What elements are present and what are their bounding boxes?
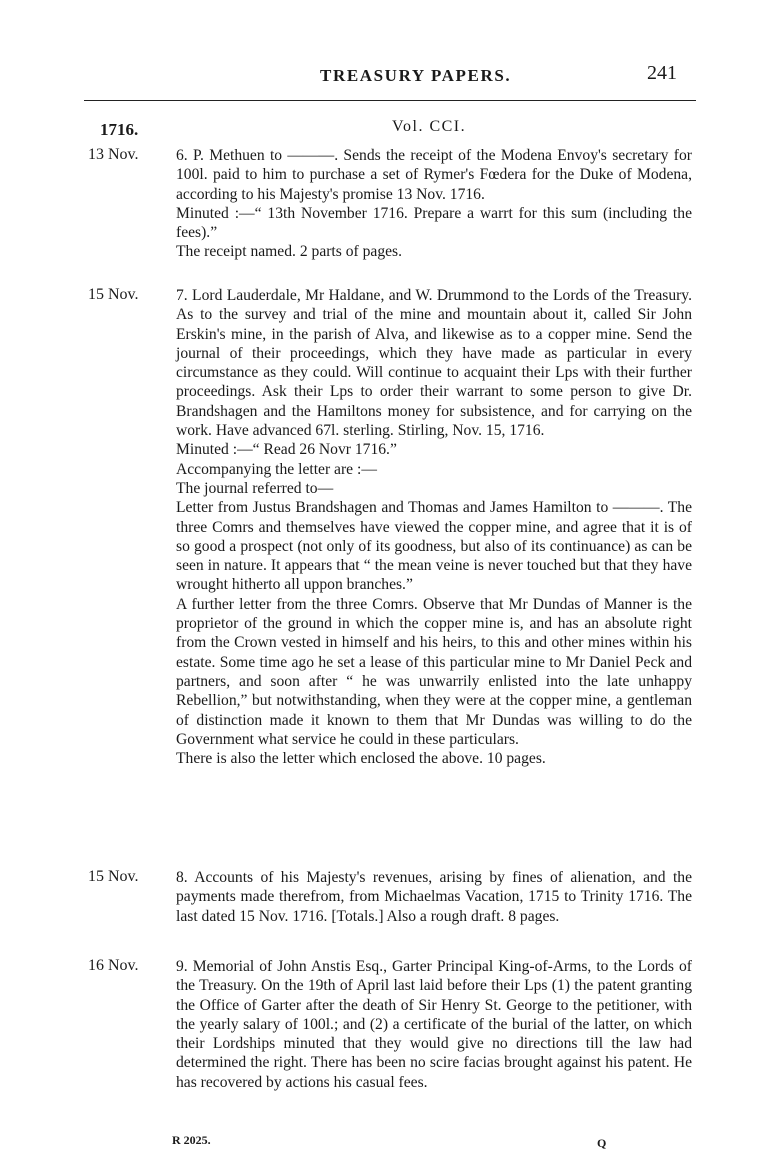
enclosure-paragraph: The journal referred to— xyxy=(176,479,334,497)
entry-paragraph: 9. Memorial of John Anstis Esq., Garter Principal King-of-Arms, to the Lords of the Treasury. On the 19th of April last laid before their Lps (1) the patent granting the Office of Garter after the death of Sir Henry St. George to the petitioner, with the yearly salary of 100l.; and (2) a certificate of the burial of the latter, on which their Lordships minuted that they would give no directions till the law had determined the right. There has been no scire facias brought against his patent. He has recovered by actions his casual fees. xyxy=(176,958,692,1091)
page-number: 241 xyxy=(647,62,677,84)
signature-mark: R 2025. xyxy=(172,1133,211,1147)
entry-body xyxy=(176,146,692,262)
running-title: TREASURY PAPERS. xyxy=(320,66,512,85)
entry-date: 15 Nov. xyxy=(88,286,139,303)
header-rule xyxy=(84,100,696,101)
entry-body xyxy=(176,286,692,768)
entry-date: 13 Nov. xyxy=(88,146,139,163)
entry-date: 15 Nov. xyxy=(88,868,139,885)
minute-paragraph: Minuted :—“ 13th November 1716. Prepare a warrt for this sum (including the fees).” xyxy=(176,204,692,242)
minute-paragraph: Minuted :—“ Read 26 Novr 1716.” xyxy=(176,441,397,459)
entry-paragraph: 7. Lord Lauderdale, Mr Haldane, and W. Drummond to the Lords of the Treasury. As to the survey and trial of the mine and mountain about it, called Sir John Erskin's mine, in the parish of Alva, and likewise as to a copper mine. Send the journal of their proceedings, which they have made as particular in every circumstance as they could. Will continue to acquaint their Lps with their further proceedings. Ask their Lps to order their warrant to some person to give Dr. Brandshagen and the Hamiltons money for subsistence, and for carrying on the work. Have advanced 67l. sterling. Stirling, Nov. 15, 1716. xyxy=(176,287,692,440)
entry-body xyxy=(176,868,692,926)
volume-label: Vol. CCI. xyxy=(392,118,467,135)
running-head xyxy=(0,62,768,94)
entry-date: 16 Nov. xyxy=(88,957,139,974)
enclosure-paragraph: Accompanying the letter are :— xyxy=(176,460,377,478)
year-label: 1716. xyxy=(100,120,139,139)
sheet-mark: Q xyxy=(597,1136,607,1150)
enclosure-paragraph: The receipt named. 2 parts of pages. xyxy=(176,243,403,261)
entry-paragraph: 8. Accounts of his Majesty's revenues, arising by fines of alienation, and the payments made therefrom, from Michaelmas Vacation, 1715 to Trinity 1716. The last dated 15 Nov. 1716. [Totals.] Also a rough draft. 8 pages. xyxy=(176,869,692,925)
enclosure-paragraph: A further letter from the three Comrs. Observe that Mr Dundas of Manner is the proprietor of the ground in which the copper mine is, and has an absolute right from the Crown vested in himself and his heirs, to this and other mines within his estate. Some time ago he set a lease of this particular mine to Mr Daniel Peck and partners, and soon after “ he was unwarrily enlisted into the late unhappy Rebellion,” but notwithstanding, when they were at the copper mine, a gentleman of distinction made it known to them that Mr Dundas was willing to do the Government what service he could in these particulars. xyxy=(176,595,692,748)
enclosure-paragraph: Letter from Justus Brandshagen and Thomas and James Hamilton to ———. The three Comrs and themselves have viewed the copper mine, and agree that it is of so good a prospect (not only of its goodness, but also of its continuance) as can be seen in nature. It appears that “ the mean veine is never touched but that they have wrought hitherto all uppon branches.” xyxy=(176,499,692,594)
entry-body xyxy=(176,957,692,1092)
enclosure-paragraph: There is also the letter which enclosed the above. 10 pages. xyxy=(176,750,546,768)
entry-paragraph: 6. P. Methuen to ———. Sends the receipt of the Modena Envoy's secretary for 100l. paid to him to purchase a set of Rymer's Fœdera for the Duke of Modena, according to his Majesty's promise 13 Nov. 1716. xyxy=(176,147,692,203)
